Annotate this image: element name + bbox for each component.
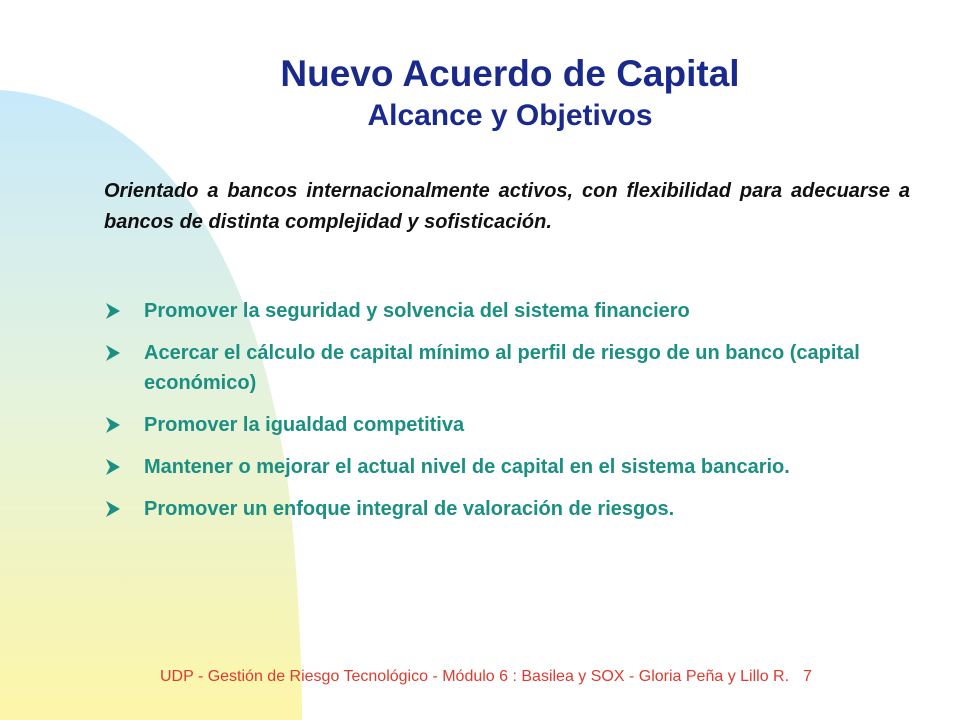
intro-paragraph: Orientado a bancos internacionalmente activos, con flexibilidad para adecuarse a bancos de distinta complejidad y sofisticación. xyxy=(104,180,910,233)
bullet-text: Promover la seguridad y solvencia del sistema financiero xyxy=(144,300,690,322)
footer-text: UDP - Gestión de Riesgo Tecnológico - Módulo 6 : Basilea y SOX - Gloria Peña y Lillo R. xyxy=(160,668,790,685)
slide-title: Nuevo Acuerdo de Capital xyxy=(280,53,740,94)
bullet-item-3 xyxy=(104,410,910,440)
bullet-item-1 xyxy=(104,296,910,326)
bullet-text: Promover la igualdad competitiva xyxy=(144,414,465,436)
bullet-list xyxy=(104,296,910,536)
title-block xyxy=(0,52,960,136)
arrowhead-bullet-icon xyxy=(104,410,144,440)
bullet-text: Acercar el cálculo de capital mínimo al perfil de riesgo de un banco (capital económico) xyxy=(144,342,860,394)
page-number: 7 xyxy=(803,668,812,685)
slide-subtitle: Alcance y Objetivos xyxy=(367,99,653,132)
bullet-item-2 xyxy=(104,338,910,398)
arrowhead-bullet-icon xyxy=(104,494,144,524)
arrowhead-bullet-icon xyxy=(104,296,144,326)
arrowhead-bullet-icon xyxy=(104,338,144,368)
bullet-item-4 xyxy=(104,452,910,482)
slide-footer xyxy=(160,668,812,686)
bullet-text: Promover un enfoque integral de valoración de riesgos. xyxy=(144,498,675,520)
bullet-text: Mantener o mejorar el actual nivel de capital en el sistema bancario. xyxy=(144,456,790,478)
arrowhead-bullet-icon xyxy=(104,452,144,482)
bullet-item-5 xyxy=(104,494,910,524)
